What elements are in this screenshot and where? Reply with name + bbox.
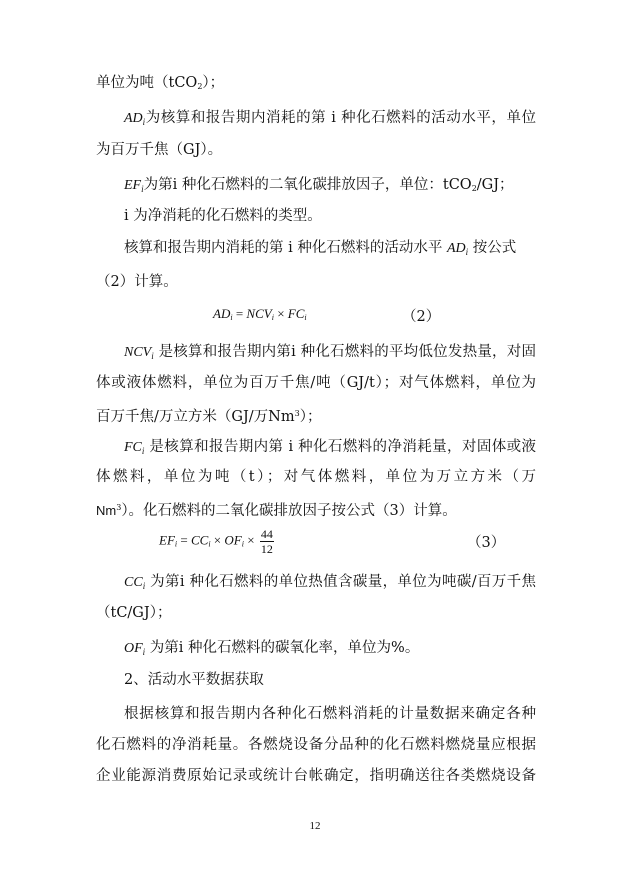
var-ef: $EF_i$ xyxy=(124,178,144,194)
text-line-1: 单位为吨（tCO$_2$）； xyxy=(96,75,225,91)
page-number: 12 xyxy=(309,820,321,832)
text-line-fc-definition: $FC_i$ 是核算和报告期内第 i 种化石燃料的净消耗量，对固体或液 xyxy=(124,439,536,456)
text-line-ef-definition: $EF_i$为第i 种化石燃料的二氧化碳排放因子，单位：tCO$_2$/GJ； xyxy=(124,177,514,194)
var-of: $OF_i$ xyxy=(124,641,146,657)
text-line-ncv-definition: $NCV_i$ 是核算和报告期内第i 种化石燃料的平均低位发热量，对固 xyxy=(124,344,536,361)
var-ad-inline: $AD_i$ xyxy=(446,241,469,257)
text-line-5: i 为净消耗的化石燃料的类型。 xyxy=(124,208,322,224)
equation-number-3: （3） xyxy=(467,535,506,551)
fraction-44-12: $\frac{44}{12}$ xyxy=(260,527,273,556)
formula-2: $AD_i = NCV_i \times FC_i$ xyxy=(213,306,307,322)
var-ad: $AD_i$ xyxy=(124,111,146,127)
text-line-of-definition: $OF_i$ 为第i 种化石燃料的碳氧化率，单位为%。 xyxy=(124,640,420,657)
text-line-18: 根据核算和报告期内各种化石燃料消耗的计量数据来确定各种 xyxy=(124,706,536,722)
text-line-15: （tC/GJ）； xyxy=(96,605,172,621)
text-line-7: （2）计算。 xyxy=(96,274,178,290)
var-fc: $FC_i$ xyxy=(124,440,145,456)
text-line-13: Nm$^3$）。化石燃料的二氧化碳排放因子按公式（3）计算。 xyxy=(96,503,457,519)
text-line-9: 体或液体燃料，单位为百万千焦/吨（GJ/t）；对气体燃料，单位为 xyxy=(96,375,536,391)
var-ncv: $NCV_i$ xyxy=(124,345,154,361)
formula-3: $EF_i = CC_i \times OF_i$ × $\frac{44}{12}$ xyxy=(159,527,273,556)
var-cc: $CC_i$ xyxy=(124,575,146,591)
text-line-ad-definition: $AD_i$为核算和报告期内消耗的第 i 种化石燃料的活动水平，单位 xyxy=(124,110,536,127)
equation-number-2: （2） xyxy=(402,309,441,325)
text-line-12: 体燃料，单位为吨（t）；对气体燃料，单位为万立方米（万 xyxy=(96,469,536,485)
text-line-20: 企业能源消费原始记录或统计台帐确定，指明确送往各类燃烧设备 xyxy=(96,768,536,784)
section-heading-activity-data: 2、活动水平数据获取 xyxy=(124,672,264,688)
text-line-6: 核算和报告期内消耗的第 i 种化石燃料的活动水平 $AD_i$ 按公式 xyxy=(124,240,517,257)
text-line-19: 化石燃料的净消耗量。各燃烧设备分品种的化石燃料燃烧量应根据 xyxy=(96,737,536,753)
text-line-10: 百万千焦/万立方米（GJ/万Nm$^3$）； xyxy=(96,409,322,425)
text-line-cc-definition: $CC_i$ 为第i 种化石燃料的单位热值含碳量，单位为吨碳/百万千焦 xyxy=(124,574,536,591)
text-line-3: 为百万千焦（GJ）。 xyxy=(96,142,223,158)
